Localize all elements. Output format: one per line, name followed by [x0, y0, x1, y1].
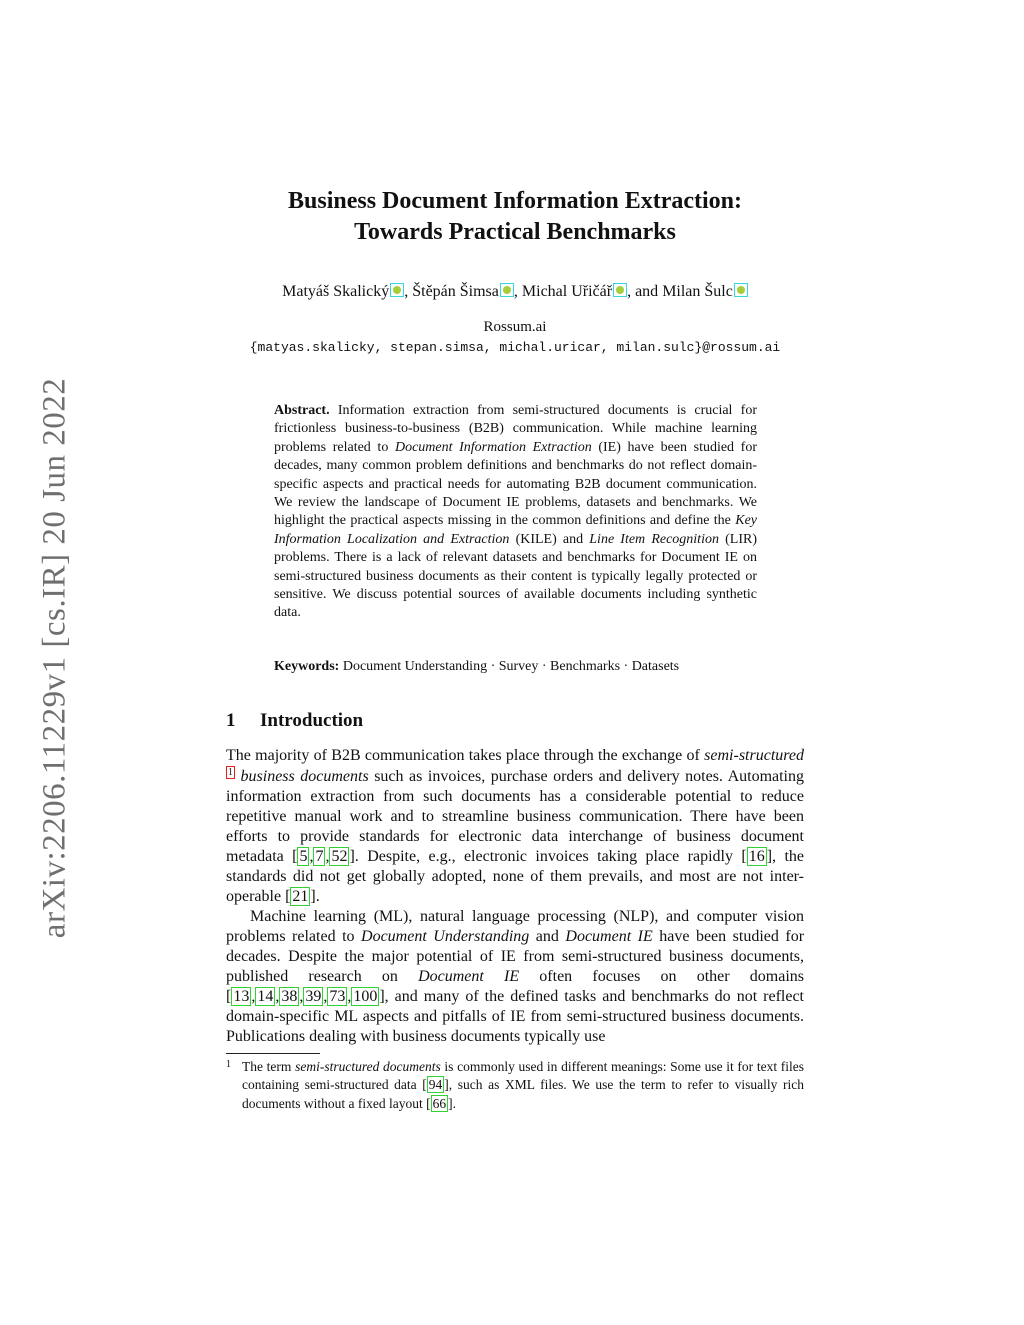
- paragraph: The majority of B2B communication takes place through the exchange of semi-structured1 business documents such as invoices, purchase orders and delivery notes. Automating information extraction from such documents has a considerable potential to reduce repetitive manual work and to streamline business communication. There have been efforts to provide standards for electronic data interchange of business document metadata [ 5 , 7 , 52 ]. Despite, e.g., electronic invoices taking place rapidly [ 16 ], the standards did not get globally adopted, none of them prevails, and most are not inter-operable [ 21 ].: [226, 747, 804, 905]
- footnote-link[interactable]: 1: [228, 767, 233, 778]
- citation-link[interactable]: 21: [292, 888, 309, 905]
- author-4: Milan Šulc: [662, 283, 733, 300]
- orcid-icon[interactable]: [390, 283, 404, 297]
- arxiv-id: arXiv:2206.11229v1 [cs.IR] 20 Jun 2022: [36, 377, 73, 938]
- citation-link[interactable]: 39: [305, 988, 322, 1005]
- abstract: Abstract. Information extraction from semi-structured documents is crucial for frictionless business-to-business (B2B) communication. While machine learning problems related to Document Information Extraction (IE) have been studied for decades, many common problem definitions and benchmarks do not reflect domain-specific aspects and practical needs for automating B2B document communication. We review the landscape of Document IE problems, datasets and benchmarks. We highlight the practical aspects missing in the common definitions and define the Key Information Localization and Extraction (KILE) and Line Item Recognition (LIR) problems. There is a lack of relevant datasets and benchmarks for Document IE on semi-structured business documents as their content is typically legally protected or sensitive. We discuss potential sources of available documents including synthetic data.: [274, 403, 758, 621]
- arxiv-sidebar-stamp: [30, 370, 80, 945]
- citation-link[interactable]: 14: [257, 988, 274, 1005]
- citation-link[interactable]: 73: [329, 988, 346, 1005]
- author-emails: {matyas.skalicky, stepan.simsa, michal.uricar, milan.sulc}@rossum.ai: [249, 340, 781, 355]
- footnote-divider: [226, 1053, 320, 1054]
- body-text: [226, 746, 804, 1047]
- author-list: Matyáš Skalický , Štěpán Šimsa , Michal Uřičář , and Milan Šulc: [226, 283, 804, 301]
- section-heading: [226, 710, 363, 732]
- footnote: [226, 1058, 804, 1113]
- author-3: Michal Uřičář: [521, 283, 613, 300]
- keywords-label: Keywords:: [274, 659, 340, 674]
- orcid-icon[interactable]: [613, 283, 627, 297]
- citation-link[interactable]: 94: [428, 1077, 443, 1093]
- paragraph: Machine learning (ML), natural language processing (NLP), and computer vision problems related to Document Understanding and Document IE have been studied for decades. Despite the major potential of IE from semi-structured business documents, published research on Document IE often focuses on other domains [ 13 , 14 , 38 , 39 , 73 , 100 ], and many of the defined tasks and benchmarks do not reflect domain-specific ML aspects and pitfalls of IE from semi-structured business documents. Publications dealing with business documents typically use: [226, 908, 805, 1045]
- citation-link[interactable]: 100: [353, 988, 378, 1005]
- orcid-icon[interactable]: [734, 283, 748, 297]
- citation-link[interactable]: 5: [299, 848, 308, 865]
- orcid-icon[interactable]: [500, 283, 514, 297]
- footnote-text: The term semi-structured documents is commonly used in different meanings: Some use it for text files containing semi-structured data [ 94 ], such as XML files. We use the term to refer to visually rich documents without a fixed layout [ 66 ].: [242, 1059, 805, 1111]
- title-line-1: Business Document Information Extraction:: [288, 188, 742, 214]
- citation-link[interactable]: 38: [281, 988, 298, 1005]
- section-title: Introduction: [260, 710, 364, 731]
- keywords: Keywords: Document Understanding · Survey · Benchmarks · Datasets: [274, 659, 680, 674]
- citation-link[interactable]: 13: [233, 988, 250, 1005]
- author-1: Matyáš Skalický: [282, 283, 390, 300]
- footnote-mark: 1: [226, 1059, 231, 1070]
- author-2: Štěpán Šimsa: [412, 283, 499, 300]
- citation-link[interactable]: 52: [331, 848, 348, 865]
- title-line-2: Towards Practical Benchmarks: [354, 219, 676, 245]
- section-number: 1: [226, 710, 236, 731]
- abstract-label: Abstract.: [274, 403, 330, 418]
- citation-link[interactable]: 66: [432, 1095, 447, 1111]
- citation-link[interactable]: 7: [315, 848, 324, 865]
- paper-title: [226, 186, 804, 248]
- citation-link[interactable]: 16: [748, 848, 765, 865]
- affiliation: Rossum.ai: [483, 319, 547, 335]
